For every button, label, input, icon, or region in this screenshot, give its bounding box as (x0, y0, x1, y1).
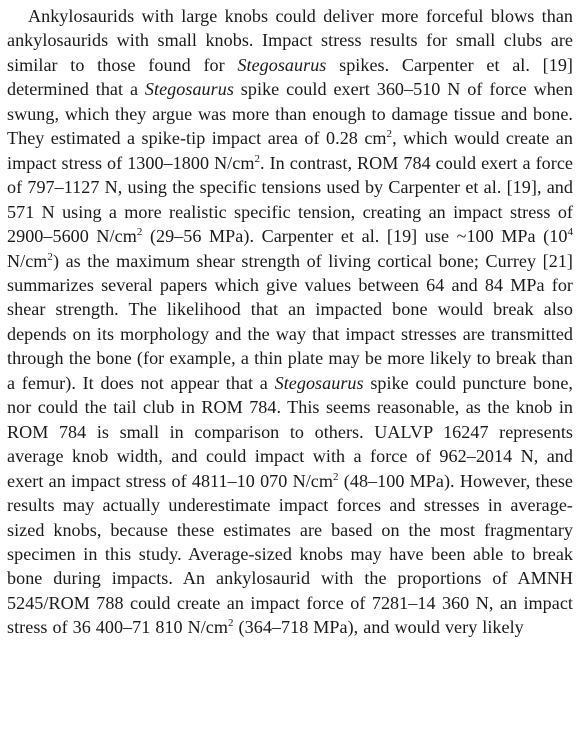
unit-superscript: 2 (228, 617, 234, 630)
text-run: spikes. Carpenter et al. [19] determined that a (7, 54, 573, 100)
text-run: . In contrast, ROM 784 could exert a force of 797–1127 N, using the specific tensions used by Carpenter et al. [19], and 571 N using a more realistic specific tension, creating an impact stress of 2900–5600 N/cm (7, 152, 573, 247)
text-run: Ankylosaurids with large knobs could deliver more forceful blows than ankylosaurids with small knobs. Impact stress results for small clubs are similar to those found for (7, 6, 573, 75)
taxon-name: Stegosaurus (144, 79, 234, 100)
text-run: (48–100 MPa). However, these results may actually underestimate impact forces and stresses in average-sized knobs, because these estimates are based on the most fragmentary specimen in this study. Average-sized knobs may have been able to break bone during impacts. An ankylosaurid with the proportions of AMNH 5245/ROM 788 could create an impact force of 7281–14 360 N, an impact stress of 36 400–71 810 N/cm (7, 470, 573, 638)
unit-superscript: 2 (333, 470, 339, 483)
taxon-name: Stegosaurus (274, 372, 364, 393)
text-run: N/cm (7, 250, 48, 271)
taxon-name: Stegosaurus (237, 54, 327, 75)
text-run: (29–56 MPa). Carpenter et al. [19] use ~100 MPa (10 (142, 226, 568, 247)
text-run: spike could puncture bone, nor could the tail club in ROM 784. This seems reasonable, as the knob in ROM 784 is small in comparison to others. UALVP 16247 represents average knob width, and could impact with a force of 962–2014 N, and exert an impact stress of 4811–10 070 N/cm (7, 372, 573, 491)
body-paragraph (7, 4, 573, 640)
unit-superscript: 2 (136, 226, 143, 239)
text-run: , which would create an impact stress of 1300–1800 N/cm (7, 128, 573, 173)
unit-superscript: 2 (47, 250, 53, 263)
exponent-superscript: 4 (567, 226, 573, 239)
text-run: (364–718 MPa), and would very likely (233, 617, 524, 638)
unit-superscript: 2 (386, 128, 393, 141)
text-run: ) as the maximum shear strength of living cortical bone; Currey [21] summarizes several papers which give values between 64 and 84 MPa for shear strength. The likelihood that an impacted bone would break also depends on its morphology and the way that impact stresses are transmitted through the bone (for example, a thin plate may be more likely to break than a femur). It does not appear that a (7, 250, 573, 393)
unit-superscript: 2 (254, 152, 261, 165)
text-run: spike could exert 360–510 N of force when swung, which they argue was more than enough to damage tissue and bone. They estimated a spike-tip impact area of 0.28 cm (7, 79, 573, 149)
